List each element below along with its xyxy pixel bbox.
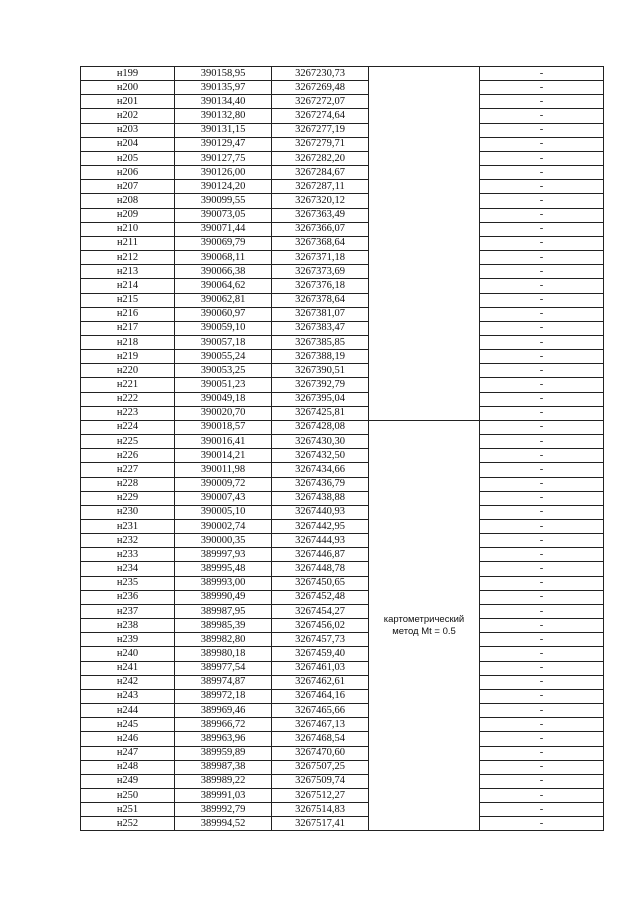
coord-y-cell: 3267462,61: [272, 675, 369, 689]
coordinates-table-body: [81, 67, 604, 831]
point-name-cell: н224: [81, 420, 175, 434]
coord-y-cell: 3267467,13: [272, 718, 369, 732]
note-cell: -: [480, 364, 604, 378]
point-name-cell: н247: [81, 746, 175, 760]
table-row: [81, 81, 604, 95]
point-name-cell: н222: [81, 392, 175, 406]
point-name-cell: н250: [81, 788, 175, 802]
point-name-cell: н205: [81, 151, 175, 165]
coord-y-cell: 3267388,19: [272, 350, 369, 364]
table-row: [81, 251, 604, 265]
point-name-cell: н229: [81, 491, 175, 505]
note-cell: -: [480, 307, 604, 321]
coord-x-cell: 389985,39: [175, 619, 272, 633]
coord-y-cell: 3267514,83: [272, 803, 369, 817]
note-cell: -: [480, 704, 604, 718]
note-cell: -: [480, 774, 604, 788]
point-name-cell: н204: [81, 137, 175, 151]
note-cell: -: [480, 236, 604, 250]
note-cell: -: [480, 123, 604, 137]
coord-x-cell: 390060,97: [175, 307, 272, 321]
table-row: [81, 293, 604, 307]
point-name-cell: н236: [81, 590, 175, 604]
note-cell: -: [480, 251, 604, 265]
table-row: [81, 208, 604, 222]
note-cell: -: [480, 151, 604, 165]
coord-x-cell: 390018,57: [175, 420, 272, 434]
point-name-cell: н219: [81, 350, 175, 364]
coord-x-cell: 389990,49: [175, 590, 272, 604]
point-name-cell: н245: [81, 718, 175, 732]
coord-y-cell: 3267282,20: [272, 151, 369, 165]
coord-y-cell: 3267230,73: [272, 67, 369, 81]
table-row: [81, 520, 604, 534]
coord-x-cell: 390053,25: [175, 364, 272, 378]
point-name-cell: н210: [81, 222, 175, 236]
coord-y-cell: 3267376,18: [272, 279, 369, 293]
coord-y-cell: 3267461,03: [272, 661, 369, 675]
point-name-cell: н207: [81, 180, 175, 194]
note-cell: -: [480, 817, 604, 831]
note-cell: -: [480, 81, 604, 95]
note-cell: -: [480, 689, 604, 703]
coord-x-cell: 390057,18: [175, 335, 272, 349]
coord-y-cell: 3267509,74: [272, 774, 369, 788]
point-name-cell: н252: [81, 817, 175, 831]
coord-x-cell: 389994,52: [175, 817, 272, 831]
table-row: [81, 505, 604, 519]
coord-y-cell: 3267371,18: [272, 251, 369, 265]
table-row: [81, 689, 604, 703]
point-name-cell: н201: [81, 95, 175, 109]
note-cell: -: [480, 392, 604, 406]
note-cell: -: [480, 95, 604, 109]
table-row: [81, 803, 604, 817]
note-cell: -: [480, 137, 604, 151]
point-name-cell: н235: [81, 576, 175, 590]
coord-y-cell: 3267368,64: [272, 236, 369, 250]
coord-x-cell: 389974,87: [175, 675, 272, 689]
point-name-cell: н234: [81, 562, 175, 576]
note-cell: -: [480, 760, 604, 774]
table-row: [81, 95, 604, 109]
note-cell: -: [480, 647, 604, 661]
coord-x-cell: 390071,44: [175, 222, 272, 236]
method-accuracy: метод Mt = 0.5: [392, 625, 456, 637]
point-name-cell: н220: [81, 364, 175, 378]
point-name-cell: н214: [81, 279, 175, 293]
coordinates-table: [80, 66, 604, 831]
coord-y-cell: 3267450,65: [272, 576, 369, 590]
coord-x-cell: 390014,21: [175, 449, 272, 463]
table-row: [81, 548, 604, 562]
coord-x-cell: 390002,74: [175, 520, 272, 534]
table-row: [81, 477, 604, 491]
table-row: [81, 718, 604, 732]
note-cell: -: [480, 548, 604, 562]
table-row: [81, 321, 604, 335]
note-cell: -: [480, 435, 604, 449]
coord-x-cell: 390007,43: [175, 491, 272, 505]
table-row: [81, 732, 604, 746]
coord-x-cell: 390132,80: [175, 109, 272, 123]
coord-y-cell: 3267452,48: [272, 590, 369, 604]
point-name-cell: н248: [81, 760, 175, 774]
coord-x-cell: 390020,70: [175, 406, 272, 420]
point-name-cell: н233: [81, 548, 175, 562]
point-name-cell: н239: [81, 633, 175, 647]
point-name-cell: н215: [81, 293, 175, 307]
coord-x-cell: 390000,35: [175, 534, 272, 548]
coord-y-cell: 3267517,41: [272, 817, 369, 831]
coord-y-cell: 3267277,19: [272, 123, 369, 137]
table-row: [81, 222, 604, 236]
table-row: [81, 123, 604, 137]
table-row: [81, 774, 604, 788]
coord-y-cell: 3267385,85: [272, 335, 369, 349]
point-name-cell: н212: [81, 251, 175, 265]
coord-x-cell: 389989,22: [175, 774, 272, 788]
note-cell: -: [480, 279, 604, 293]
coord-x-cell: 389997,93: [175, 548, 272, 562]
coord-x-cell: 390068,11: [175, 251, 272, 265]
point-name-cell: н202: [81, 109, 175, 123]
table-row: [81, 420, 604, 434]
coord-y-cell: 3267459,40: [272, 647, 369, 661]
coord-y-cell: 3267432,50: [272, 449, 369, 463]
point-name-cell: н230: [81, 505, 175, 519]
coord-y-cell: 3267465,66: [272, 704, 369, 718]
coord-y-cell: 3267381,07: [272, 307, 369, 321]
coord-x-cell: 389972,18: [175, 689, 272, 703]
coord-x-cell: 390134,40: [175, 95, 272, 109]
coord-x-cell: 390127,75: [175, 151, 272, 165]
point-name-cell: н246: [81, 732, 175, 746]
point-name-cell: н221: [81, 378, 175, 392]
note-cell: -: [480, 604, 604, 618]
point-name-cell: н216: [81, 307, 175, 321]
coord-y-cell: 3267390,51: [272, 364, 369, 378]
note-cell: -: [480, 67, 604, 81]
coord-y-cell: 3267284,67: [272, 166, 369, 180]
coord-y-cell: 3267395,04: [272, 392, 369, 406]
table-row: [81, 236, 604, 250]
coord-x-cell: 390059,10: [175, 321, 272, 335]
coord-x-cell: 389959,89: [175, 746, 272, 760]
table-row: [81, 746, 604, 760]
point-name-cell: н242: [81, 675, 175, 689]
table-row: [81, 137, 604, 151]
table-row: [81, 109, 604, 123]
point-name-cell: н232: [81, 534, 175, 548]
point-name-cell: н199: [81, 67, 175, 81]
coord-y-cell: 3267442,95: [272, 520, 369, 534]
coord-x-cell: 390064,62: [175, 279, 272, 293]
table-row: [81, 619, 604, 633]
table-row: [81, 67, 604, 81]
coord-x-cell: 389977,54: [175, 661, 272, 675]
point-name-cell: н218: [81, 335, 175, 349]
note-cell: -: [480, 222, 604, 236]
coord-x-cell: 390124,20: [175, 180, 272, 194]
table-row: [81, 675, 604, 689]
note-cell: -: [480, 746, 604, 760]
coord-y-cell: 3267366,07: [272, 222, 369, 236]
note-cell: -: [480, 491, 604, 505]
note-cell: -: [480, 576, 604, 590]
point-name-cell: н241: [81, 661, 175, 675]
coord-y-cell: 3267448,78: [272, 562, 369, 576]
coord-y-cell: 3267279,71: [272, 137, 369, 151]
coord-y-cell: 3267464,16: [272, 689, 369, 703]
note-cell: -: [480, 718, 604, 732]
table-row: [81, 534, 604, 548]
table-row: [81, 307, 604, 321]
point-name-cell: н213: [81, 265, 175, 279]
coord-x-cell: 390062,81: [175, 293, 272, 307]
point-name-cell: н249: [81, 774, 175, 788]
table-row: [81, 760, 604, 774]
table-row: [81, 576, 604, 590]
point-name-cell: н203: [81, 123, 175, 137]
coord-x-cell: 390073,05: [175, 208, 272, 222]
coord-y-cell: 3267320,12: [272, 194, 369, 208]
method-cell-empty: [369, 67, 480, 421]
coord-x-cell: 389963,96: [175, 732, 272, 746]
table-row: [81, 449, 604, 463]
note-cell: -: [480, 661, 604, 675]
coord-y-cell: 3267456,02: [272, 619, 369, 633]
note-cell: -: [480, 675, 604, 689]
table-row: [81, 788, 604, 802]
note-cell: -: [480, 109, 604, 123]
table-row: [81, 562, 604, 576]
coord-x-cell: 390131,15: [175, 123, 272, 137]
point-name-cell: н209: [81, 208, 175, 222]
coord-x-cell: 389987,38: [175, 760, 272, 774]
coord-x-cell: 390066,38: [175, 265, 272, 279]
point-name-cell: н251: [81, 803, 175, 817]
coord-x-cell: 389993,00: [175, 576, 272, 590]
note-cell: -: [480, 321, 604, 335]
coord-x-cell: 390126,00: [175, 166, 272, 180]
coord-x-cell: 389982,80: [175, 633, 272, 647]
coord-x-cell: 390135,97: [175, 81, 272, 95]
coord-x-cell: 389995,48: [175, 562, 272, 576]
note-cell: -: [480, 166, 604, 180]
table-row: [81, 350, 604, 364]
method-name: картометрический: [383, 613, 465, 625]
point-name-cell: н217: [81, 321, 175, 335]
point-name-cell: н208: [81, 194, 175, 208]
point-name-cell: н231: [81, 520, 175, 534]
note-cell: -: [480, 194, 604, 208]
note-cell: -: [480, 619, 604, 633]
table-row: [81, 180, 604, 194]
coord-y-cell: 3267430,30: [272, 435, 369, 449]
table-row: [81, 279, 604, 293]
table-row: [81, 392, 604, 406]
coord-y-cell: 3267428,08: [272, 420, 369, 434]
coord-x-cell: 389980,18: [175, 647, 272, 661]
coordinates-sheet: [80, 66, 602, 831]
table-row: [81, 604, 604, 618]
point-name-cell: н240: [81, 647, 175, 661]
table-row: [81, 463, 604, 477]
coord-x-cell: 390016,41: [175, 435, 272, 449]
coord-x-cell: 390158,95: [175, 67, 272, 81]
coord-y-cell: 3267425,81: [272, 406, 369, 420]
note-cell: -: [480, 406, 604, 420]
coord-y-cell: 3267436,79: [272, 477, 369, 491]
coord-y-cell: 3267438,88: [272, 491, 369, 505]
coord-y-cell: 3267507,25: [272, 760, 369, 774]
table-row: [81, 151, 604, 165]
note-cell: -: [480, 265, 604, 279]
table-row: [81, 194, 604, 208]
point-name-cell: н227: [81, 463, 175, 477]
point-name-cell: н225: [81, 435, 175, 449]
note-cell: -: [480, 590, 604, 604]
table-row: [81, 633, 604, 647]
table-row: [81, 647, 604, 661]
table-row: [81, 364, 604, 378]
table-row: [81, 335, 604, 349]
point-name-cell: н237: [81, 604, 175, 618]
coord-x-cell: 389992,79: [175, 803, 272, 817]
note-cell: -: [480, 534, 604, 548]
point-name-cell: н238: [81, 619, 175, 633]
point-name-cell: н226: [81, 449, 175, 463]
point-name-cell: н223: [81, 406, 175, 420]
note-cell: -: [480, 420, 604, 434]
note-cell: -: [480, 477, 604, 491]
coord-y-cell: 3267470,60: [272, 746, 369, 760]
coord-x-cell: 390069,79: [175, 236, 272, 250]
note-cell: -: [480, 633, 604, 647]
coord-y-cell: 3267444,93: [272, 534, 369, 548]
point-name-cell: н243: [81, 689, 175, 703]
point-name-cell: н228: [81, 477, 175, 491]
coord-y-cell: 3267269,48: [272, 81, 369, 95]
note-cell: -: [480, 788, 604, 802]
coord-x-cell: 390049,18: [175, 392, 272, 406]
method-cell: [369, 420, 480, 831]
coord-x-cell: 389969,46: [175, 704, 272, 718]
table-row: [81, 590, 604, 604]
table-row: [81, 166, 604, 180]
coord-y-cell: 3267454,27: [272, 604, 369, 618]
table-row: [81, 704, 604, 718]
coord-y-cell: 3267468,54: [272, 732, 369, 746]
coord-y-cell: 3267512,27: [272, 788, 369, 802]
coord-x-cell: 390009,72: [175, 477, 272, 491]
coord-y-cell: 3267272,07: [272, 95, 369, 109]
coord-x-cell: 389987,95: [175, 604, 272, 618]
coord-y-cell: 3267373,69: [272, 265, 369, 279]
note-cell: -: [480, 378, 604, 392]
point-name-cell: н211: [81, 236, 175, 250]
coord-x-cell: 390011,98: [175, 463, 272, 477]
coord-y-cell: 3267363,49: [272, 208, 369, 222]
table-row: [81, 265, 604, 279]
note-cell: -: [480, 562, 604, 576]
point-name-cell: н244: [81, 704, 175, 718]
note-cell: -: [480, 505, 604, 519]
coord-x-cell: 390005,10: [175, 505, 272, 519]
table-row: [81, 661, 604, 675]
coord-x-cell: 389966,72: [175, 718, 272, 732]
note-cell: -: [480, 732, 604, 746]
coord-y-cell: 3267446,87: [272, 548, 369, 562]
note-cell: -: [480, 208, 604, 222]
note-cell: -: [480, 803, 604, 817]
coord-y-cell: 3267457,73: [272, 633, 369, 647]
coord-x-cell: 389991,03: [175, 788, 272, 802]
note-cell: -: [480, 449, 604, 463]
coord-x-cell: 390099,55: [175, 194, 272, 208]
table-row: [81, 406, 604, 420]
coord-x-cell: 390129,47: [175, 137, 272, 151]
coord-y-cell: 3267287,11: [272, 180, 369, 194]
note-cell: -: [480, 293, 604, 307]
coord-y-cell: 3267378,64: [272, 293, 369, 307]
table-row: [81, 491, 604, 505]
coord-x-cell: 390055,24: [175, 350, 272, 364]
table-row: [81, 435, 604, 449]
point-name-cell: н206: [81, 166, 175, 180]
note-cell: -: [480, 180, 604, 194]
note-cell: -: [480, 520, 604, 534]
coord-y-cell: 3267274,64: [272, 109, 369, 123]
table-row: [81, 378, 604, 392]
point-name-cell: н200: [81, 81, 175, 95]
coord-y-cell: 3267440,93: [272, 505, 369, 519]
note-cell: -: [480, 335, 604, 349]
coord-y-cell: 3267434,66: [272, 463, 369, 477]
coord-y-cell: 3267392,79: [272, 378, 369, 392]
coord-x-cell: 390051,23: [175, 378, 272, 392]
note-cell: -: [480, 350, 604, 364]
table-row: [81, 817, 604, 831]
coord-y-cell: 3267383,47: [272, 321, 369, 335]
note-cell: -: [480, 463, 604, 477]
